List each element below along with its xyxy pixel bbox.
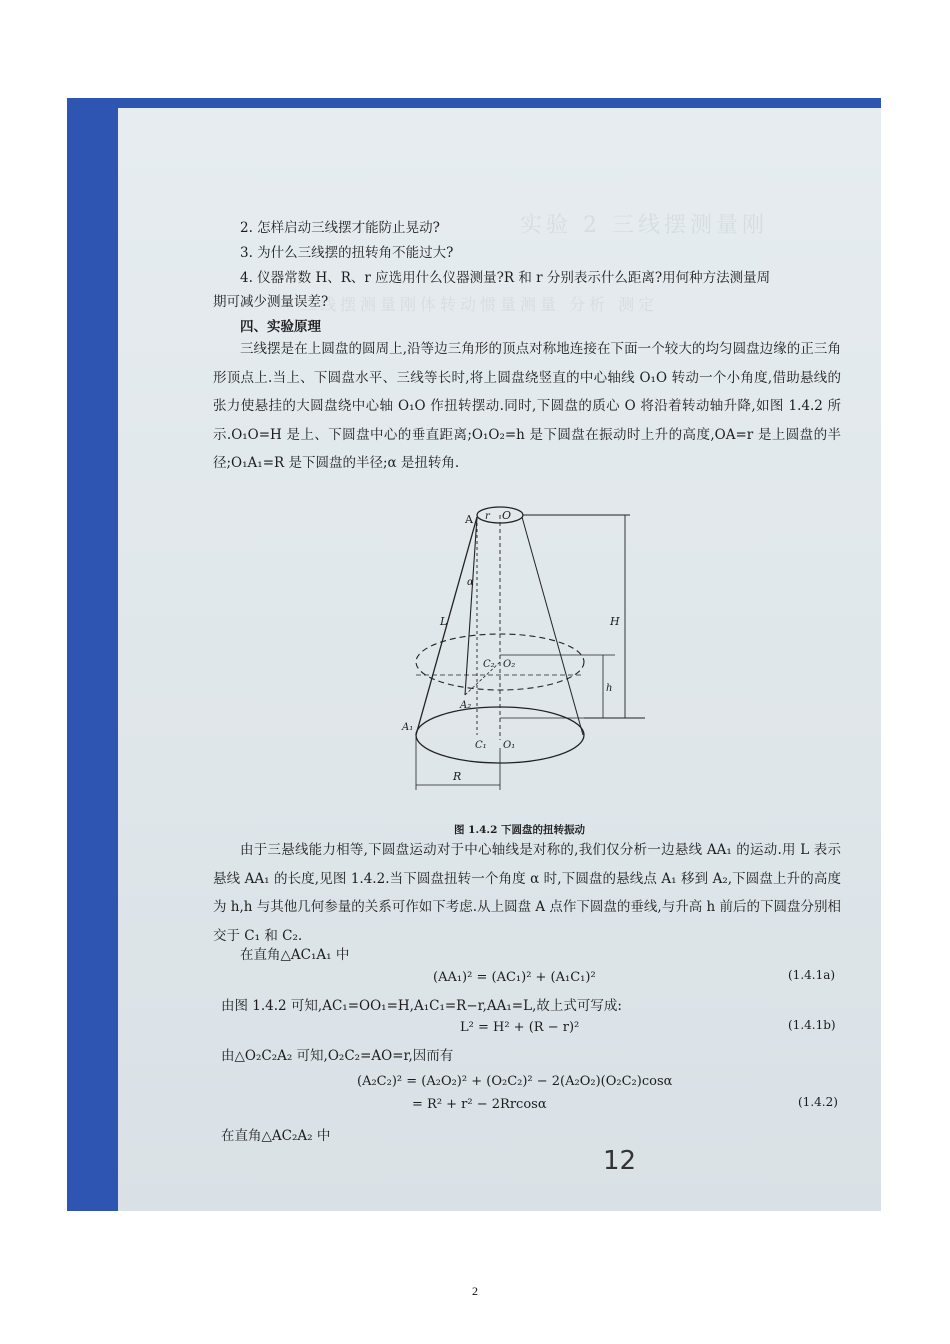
question-4-line-2: 期可减少测量误差? [213,294,329,310]
principle-paragraph: 三线摆是在上圆盘的圆周上,沿等边三角形的顶点对称地连接在下面一个较大的均匀圆盘边缘的正三角形顶点上.当上、下圆盘水平、三线等长时,将上圆盘绕竖直的中心轴线 O₁O 转动一个小角度,借助悬线的张力使悬挂的大圆盘绕中心轴 O₁O 作扭转摆动.同时,下圆盘的质心 O 将沿着转动轴升降,如图 1.4.2 所示.O₁O=H 是上、下圆盘中心的垂直距离;O₁O₂=h 是下圆盘在振动时上升的高度,OA=r 是上圆盘的半径;O₁A₁=R 是下圆盘的半径;α 是扭转角. [213,341,841,471]
question-2: 2. 怎样启动三线摆才能防止晃动? [240,220,440,236]
equation-number-2: (1.4.2) [798,1095,838,1109]
section-title: 四、实验原理 [240,319,321,335]
fig-label-A1: A₁ [402,722,414,733]
derive-line-1: 由图 1.4.2 可知,AC₁=OO₁=H,A₁C₁=R−r,AA₁=L,故上式可写成: [221,998,622,1014]
equation-number-1b: (1.4.1b) [788,1018,836,1032]
fig-label-C1: C₁ [475,740,487,751]
page-number: 2 [472,1284,478,1298]
fig-label-L: L [440,615,448,628]
derive-line-2: 由△O₂C₂A₂ 可知,O₂C₂=AO=r,因而有 [221,1048,454,1064]
question-3: 3. 为什么三线摆的扭转角不能过大? [240,245,454,261]
equation-1-4-1a: (AA₁)² = (AC₁)² + (A₁C₁)² [433,970,596,985]
fig-label-A: A [465,513,473,526]
fig-label-O1: O₁ [503,740,516,751]
fig-label-R: R [453,770,462,783]
pendulum-figure [402,490,650,805]
fig-label-h: h [606,683,613,694]
equation-number-1a: (1.4.1a) [788,968,836,982]
show-through-text: 实验 2 三线摆测量刚 [520,213,768,238]
triangle-line-1: 在直角△AC₁A₁ 中 [240,947,350,963]
question-4-line-1: 4. 仪器常数 H、R、r 应选用什么仪器测量?R 和 r 分别表示什么距离?用何种方法测量周 [240,270,771,286]
equation-1-4-2-line-1: (A₂C₂)² = (A₂O₂)² + (O₂C₂)² − 2(A₂O₂)(O₂C₂)cosα [357,1074,673,1089]
fig-label-A2: A₂ [460,700,472,711]
figure-caption: 图 1.4.2 下圆盘的扭转振动 [454,824,586,836]
suspension-line-A2 [465,517,477,695]
equation-1-4-1b: L² = H² + (R − r)² [460,1020,580,1035]
equation-1-4-2-line-2: = R² + r² − 2Rrcosα [412,1097,547,1112]
fig-label-r: r [485,511,490,522]
triangle-line-2: 在直角△AC₂A₂ 中 [221,1128,331,1144]
handwritten-page-number: 12 [603,1146,637,1176]
analysis-paragraph: 由于三悬线能力相等,下圆盘运动对于中心轴线是对称的,我们仅分析一边悬线 AA₁ 的运动.用 L 表示悬线 AA₁ 的长度,见图 1.4.2.当下圆盘扭转一个角度 α 时,下圆盘的悬线点 A₁ 移到 A₂,下圆盘上升的高度为 h,h 与其他几何参量的关系可作如下考虑.从上圆盘 A 点作下圆盘的垂线,与升高 h 前后的下圆盘分别相交于 C₁ 和 C₂. [213,842,841,944]
fig-label-alpha: α [467,577,474,588]
fig-label-H: H [610,615,620,628]
suspension-line-right [522,517,583,735]
fig-label-O: O [502,509,512,522]
fig-label-O2: O₂ [503,659,516,670]
fig-label-C2: C₂ [483,659,495,670]
show-through-text: 三线摆测量刚体转动惯量测量 分析 测定 [300,295,659,314]
